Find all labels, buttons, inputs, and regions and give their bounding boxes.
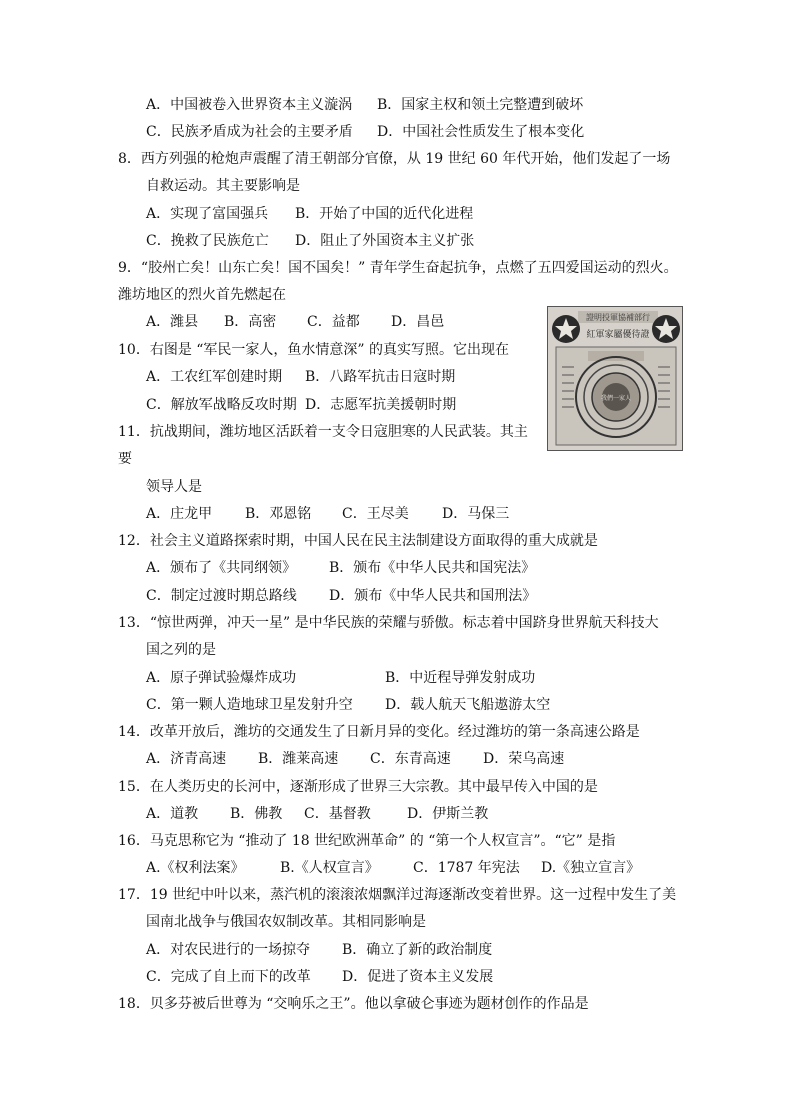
q8-stem-cont: 自救运动。其主要影响是 (146, 178, 300, 194)
q7-option-c: C．民族矛盾成为社会的主要矛盾 (146, 124, 353, 140)
q8-option-a: A．实现了富国强兵 (146, 206, 269, 222)
q14-option-a: A．济青高速 (146, 751, 227, 767)
q11-option-c: C．王尽美 (342, 506, 409, 522)
q8-option-c: C．挽救了民族危亡 (146, 233, 269, 249)
certificate-banner-text: 證明投軍協補部行 (586, 313, 650, 322)
q15-option-b: B．佛教 (230, 806, 283, 822)
certificate-title-text: 紅軍家屬優待證 (586, 330, 650, 340)
certificate-illustration (548, 307, 683, 451)
q17-option-a: A．对农民进行的一场掠夺 (146, 942, 311, 958)
q17-option-b: B．确立了新的政治制度 (342, 942, 493, 958)
q10-option-a: A．工农红军创建时期 (146, 369, 283, 385)
q10-stem: 10．右图是 “军民一家人，鱼水情意深” 的真实写照。它出现在 (118, 342, 510, 358)
q16-option-b: B.《人权宣言》 (280, 860, 379, 876)
q10-option-c: C．解放军战略反攻时期 (146, 397, 297, 413)
q13-option-d: D．载人航天飞船遨游太空 (385, 697, 551, 713)
q17-option-c: C．完成了自上而下的改革 (146, 969, 311, 985)
historic-certificate-photo (547, 306, 683, 451)
q8-option-d: D．阻止了外国资本主义扩张 (295, 233, 475, 249)
q15-option-d: D．伊斯兰教 (407, 806, 489, 822)
q11-option-b: B．邓恩铭 (245, 506, 312, 522)
q16-option-c: C．1787 年宪法 (413, 860, 520, 876)
q11-option-d: D．马保三 (442, 506, 510, 522)
q9-option-c: C．益都 (307, 314, 360, 330)
q8-stem: 8．西方列强的枪炮声震醒了清王朝部分官僚，从 19 世纪 60 年代开始，他们发起了一场 (118, 151, 671, 167)
q13-stem: 13．“惊世两弹，冲天一星” 是中华民族的荣耀与骄傲。标志着中国跻身世界航天科技大 (118, 615, 659, 631)
q14-option-d: D．荣乌高速 (483, 751, 565, 767)
q15-option-c: C．基督教 (304, 806, 371, 822)
q15-stem: 15．在人类历史的长河中，逐渐形成了世界三大宗教。其中最早传入中国的是 (118, 779, 598, 795)
q9-stem-cont: 潍坊地区的烈火首先燃起在 (118, 287, 286, 303)
q7-option-b: B．国家主权和领土完整遭到破坏 (377, 97, 584, 113)
q18-stem: 18．贝多芬被后世尊为 “交响乐之王”。他以拿破仑事迹为题材创作的作品是 (118, 996, 589, 1012)
q13-option-c: C．第一颗人造地球卫星发射升空 (146, 697, 353, 713)
q15-option-a: A．道教 (146, 806, 199, 822)
q14-option-c: C．东青高速 (370, 751, 451, 767)
q13-stem-cont: 国之列的是 (146, 642, 216, 658)
q11-stem-cont: 领导人是 (146, 479, 202, 495)
q17-stem-cont: 国南北战争与俄国农奴制改革。其相同影响是 (146, 914, 426, 930)
q12-option-c: C．制定过渡时期总路线 (146, 588, 297, 604)
q11-stem: 11．抗战期间，潍坊地区活跃着一支令日寇胆寒的人民武装。其主 (118, 424, 528, 440)
q16-option-a: A.《权利法案》 (146, 860, 245, 876)
q7-option-d: D．中国社会性质发生了根本变化 (377, 124, 585, 140)
q12-option-b: B．颁布《中华人民共和国宪法》 (329, 560, 536, 576)
q12-option-d: D．颁布《中华人民共和国刑法》 (329, 588, 537, 604)
q9-option-b: B．高密 (224, 314, 277, 330)
q16-stem: 16．马克思称它为 “推动了 18 世纪欧洲革命” 的 “第一个人权宣言”。“它” 是指 (118, 833, 616, 849)
q13-option-b: B．中近程导弹发射成功 (385, 670, 536, 686)
q11-option-a: A．庄龙甲 (146, 506, 213, 522)
q9-stem: 9．“胶州亡矣！山东亡矣！国不国矣！” 青年学生奋起抗争，点燃了五四爱国运动的烈火。 (118, 260, 678, 276)
q9-option-a: A．潍县 (146, 314, 199, 330)
q16-option-d: D.《独立宣言》 (541, 860, 641, 876)
q11-stem-wrap: 要 (118, 451, 132, 467)
q8-option-b: B．开始了中国的近代化进程 (295, 206, 474, 222)
q14-stem: 14．改革开放后，潍坊的交通发生了日新月异的变化。经过潍坊的第一条高速公路是 (118, 724, 640, 740)
q17-option-d: D．促进了资本主义发展 (342, 969, 494, 985)
q17-stem: 17．19 世纪中叶以来，蒸汽机的滚滚浓烟飘洋过海逐渐改变着世界。这一过程中发生了美 (118, 887, 677, 903)
q9-option-d: D．昌邑 (391, 314, 445, 330)
q7-option-a: A．中国被卷入世界资本主义漩涡 (146, 97, 353, 113)
q12-stem: 12．社会主义道路探索时期，中国人民在民主法制建设方面取得的重大成就是 (118, 533, 598, 549)
q10-option-d: D．志愿军抗美援朝时期 (305, 397, 457, 413)
q13-option-a: A．原子弹试验爆炸成功 (146, 670, 297, 686)
q10-option-b: B．八路军抗击日寇时期 (305, 369, 456, 385)
q14-option-b: B．潍莱高速 (258, 751, 339, 767)
q12-option-a: A．颁布了《共同纲领》 (146, 560, 297, 576)
certificate-stamp-text: 我們一家人 (600, 395, 632, 402)
